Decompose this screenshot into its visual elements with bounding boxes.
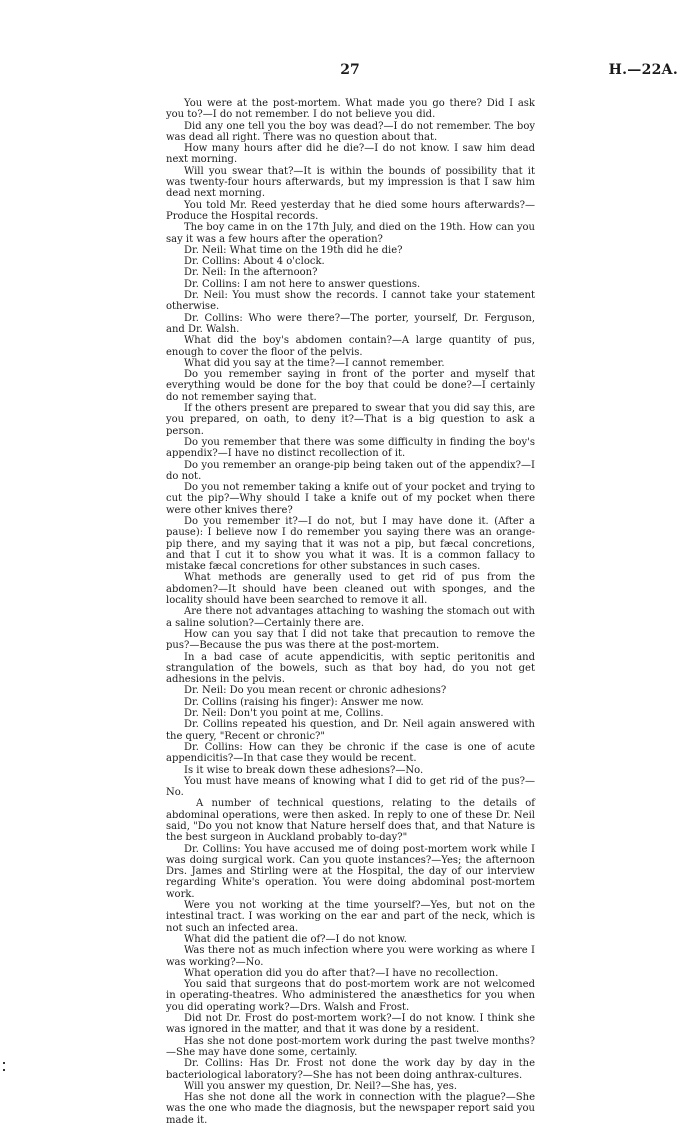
paragraph: If the others present are prepared to swear that you did say this, are you prepared, on oath, to deny it?—That is a big question to ask a person. (166, 403, 535, 437)
paragraph: Do you remember it?—I do not, but I may have done it. (After a pause): I believe now I do remember you saying there was an orange-pip there, and my saying that it was not a pip, but fæcal concretions, and that I cut it to show you what it was. It is a common fallacy to mistake fæcal concretions for other substances in such cases. (166, 515, 535, 573)
paragraph: In a bad case of acute appendicitis, with septic peritonitis and strangulation of the bowels, such as that boy had, do you not get adhesions in the pelvis. (166, 651, 535, 686)
paragraph: What did the boy's abdomen contain?—A large quantity of pus, enough to cover the floor of the pelvis. (166, 335, 535, 358)
paragraph: Did any one tell you the boy was dead?—I do not remember. The boy was dead all right. There was no question about that. (166, 120, 535, 143)
paragraph: Was there not as much infection where you were working as where I was working?—No. (166, 945, 535, 968)
paragraph: Dr. Neil: In the afternoon? (184, 267, 318, 279)
paragraph: Do you remember saying in front of the porter and myself that everything would be done for the boy that could be done?—I certainly do not remember saying that. (166, 369, 535, 403)
paragraph: What did you say at the time?—I cannot remember. (184, 357, 445, 369)
paragraph: Do you remember that there was some difficulty in finding the boy's appendix?—I have no distinct recollection of it. (166, 436, 535, 460)
paragraph: Has she not done post-mortem work during the past twelve months?—She may have done some, certainly. (166, 1035, 535, 1058)
paragraph: You were at the post-mortem. What made you go there? Did I ask you to?—I do not remember. I do not believe you did. (166, 98, 535, 121)
paragraph: How can you say that I did not take that precaution to remove the pus?—Because the pus was there at the post-mortem. (166, 628, 535, 652)
page-number: 27 (340, 62, 360, 78)
paragraph: Dr. Collins: Has Dr. Frost not done the work day by day in the bacteriological laboratory?—She has not been doing anthrax-cultures. (166, 1058, 535, 1081)
paragraph: Dr. Neil: You must show the records. I cannot take your statement otherwise. (166, 290, 535, 313)
document-reference: H.—22A. (608, 62, 678, 78)
paragraph: What methods are generally used to get rid of pus from the abdomen?—It should have been cleaned out with sponges, and the locality should have been searched to remove it all. (166, 572, 535, 607)
paragraph: You told Mr. Reed yesterday that he died some hours afterwards?—Produce the Hospital records. (166, 199, 535, 222)
scan-edge-mark (0, 1060, 12, 1076)
paragraph: You must have means of knowing what I did to get rid of the pus?—No. (166, 775, 535, 799)
paragraph: The boy came in on the 17th July, and died on the 19th. How can you say it was a few hours after the operation? (166, 222, 535, 245)
paragraph: Dr. Neil: Don't you point at me, Collins. (184, 708, 384, 720)
paragraph: Dr. Collins repeated his question, and Dr. Neil again answered with the query, "Recent or chronic?" (166, 719, 535, 742)
paragraph: Dr. Neil: What time on the 19th did he die? (184, 244, 403, 256)
paragraph: Has she not done all the work in connection with the plague?—She was the one who made the diagnosis, but the newspaper report said you made it. (166, 1092, 535, 1126)
paragraph: You said that surgeons that do post-mortem work are not welcomed in operating-theatres. Who administered the anæsthetics for you when you did operating work?—Drs. Walsh and Frost. (166, 979, 535, 1013)
paragraph: Dr. Collins: You have accused me of doing post-mortem work while I was doing surgical work. Can you quote instances?—Yes; the afternoon Drs. James and Stirling were at the Hospital, the day of our interview regarding White's operation. You were doing abdominal post-mortem work. (166, 843, 535, 900)
paragraph: Will you answer my question, Dr. Neil?—She has, yes. (184, 1080, 458, 1092)
paragraph: Were you not working at the time yourself?—Yes, but not on the intestinal tract. I was working on the ear and part of the neck, which is not such an infected area. (166, 900, 535, 934)
paragraph: What operation did you do after that?—I have no recollection. (184, 967, 499, 979)
paragraph: Dr. Neil: Do you mean recent or chronic adhesions? (184, 685, 447, 697)
paragraph: Are there not advantages attaching to washing the stomach out with a saline solution?—Certainly there are. (166, 606, 535, 629)
paragraph: Do you not remember taking a knife out of your pocket and trying to cut the pip?—Why should I take a knife out of my pocket when there were other knives there? (166, 482, 535, 516)
paragraph: Dr. Collins: About 4 o'clock. (184, 256, 325, 268)
paragraph: Did not Dr. Frost do post-mortem work?—I do not know. I think she was ignored in the matter, and that it was done by a resident. (166, 1013, 535, 1036)
paragraph: Is it wise to break down these adhesions?—No. (184, 764, 424, 776)
document-body (166, 98, 535, 1126)
paragraph: What did the patient die of?—I do not know. (184, 933, 407, 945)
paragraph: Will you swear that?—It is within the bounds of possibility that it was twenty-four hours afterwards, but my impression is that I saw him dead next morning. (166, 165, 535, 200)
paragraph: A number of technical questions, relating to the details of abdominal operations, were then asked. In reply to one of these Dr. Neil said, "Do you not know that Nature herself does that, and that Nature is the best surgeon in Auckland probably to-day?" (166, 798, 535, 844)
paragraph: How many hours after did he die?—I do not know. I saw him dead next morning. (166, 143, 535, 166)
paragraph: Dr. Collins: How can they be chronic if the case is one of acute appendicitis?—In that case they would be recent. (166, 741, 535, 765)
paragraph: Do you remember an orange-pip being taken out of the appendix?—I do not. (166, 459, 535, 482)
paragraph: Dr. Collins (raising his finger): Answer me now. (184, 696, 424, 708)
paragraph: Dr. Collins: Who were there?—The porter, yourself, Dr. Ferguson, and Dr. Walsh. (166, 312, 535, 335)
paragraph: Dr. Collins: I am not here to answer questions. (184, 278, 421, 290)
